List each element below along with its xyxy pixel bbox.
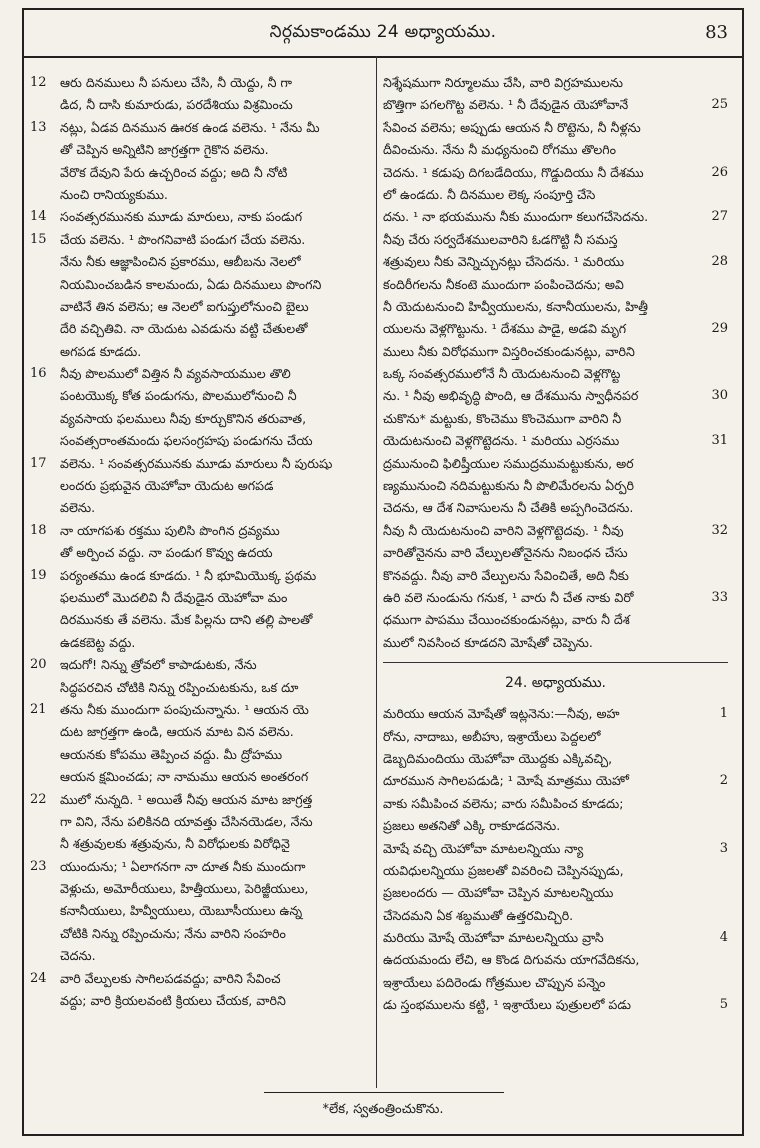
- text-line: [383, 363, 728, 385]
- line-text: వాటినే తిన వలెను; ఆ నెలలో ఐగుప్తులోనుంచి బైలు: [60, 298, 309, 314]
- verse-number: 32: [711, 522, 728, 538]
- text-line: [30, 923, 375, 945]
- text-line: [383, 520, 728, 542]
- column-divider: [376, 56, 377, 1088]
- line-text: వలెను.: [60, 500, 96, 516]
- text-line: [30, 789, 375, 811]
- text-line: [383, 703, 728, 725]
- running-header: [24, 10, 742, 58]
- left-column: [30, 72, 375, 1012]
- line-text: అగపడ కూడదు.: [60, 343, 142, 359]
- text-line: [383, 453, 728, 475]
- line-text: వారితోనైనను వారి వేల్పులతోనైనను నిబంధన చేసు: [383, 545, 628, 561]
- line-text: లందరు ప్రభువైన యెహోవా యెదుట అగపడ: [60, 478, 274, 494]
- text-line: [30, 677, 375, 699]
- text-line: [30, 856, 375, 878]
- verse-number: 21: [30, 701, 47, 717]
- line-text: యవిధులన్నియు ప్రజలతో వివరించి చెప్పినప్పుడు,: [383, 862, 624, 878]
- text-line: [30, 654, 375, 676]
- text-line: [30, 632, 375, 654]
- line-text: ఆయనకు కోపము తెప్పించ వద్దు. మీ ద్రోహము: [60, 746, 283, 762]
- line-text: నట్లు, ఏడవ దినమున ఊరక ఉండ వలెను. ¹ నేను మీ: [60, 119, 320, 135]
- text-line: [383, 632, 728, 654]
- text-line: [383, 905, 728, 927]
- verse-number: 15: [30, 231, 47, 247]
- text-line: [30, 341, 375, 363]
- text-line: [30, 542, 375, 564]
- verse-number: 30: [711, 388, 728, 404]
- text-line: [30, 900, 375, 922]
- line-text: కొనవద్దు. నీవు వారి వేల్పులను సేవించితే, అది నీకు: [383, 567, 629, 583]
- text-line: [30, 117, 375, 139]
- line-text: నీ యెదుటనుంచి హివ్వీయులను, కనానీయులను, హిత్తీ: [383, 298, 648, 314]
- line-text: చేసెదమని ఏక శబ్దముతో ఉత్తరమిచ్చిరి.: [383, 907, 574, 923]
- text-line: [30, 811, 375, 833]
- verse-number: 28: [711, 254, 728, 270]
- line-text: గా విని, నేను పలికినది యావత్తు చేసినయెడల, నేను: [60, 813, 313, 829]
- text-line: [30, 833, 375, 855]
- line-text: పంటయొక్క కోత పండుగను, పొలములోనుంచి నీ: [60, 388, 297, 404]
- line-text: నీవు చేరు సర్వదేశములవారిని ఓడగొట్టి నీ సమస్త: [383, 231, 618, 247]
- line-text: మోషే వచ్చి యెహోవా మాటలన్నియు న్యా: [383, 840, 584, 856]
- text-line: [30, 497, 375, 519]
- text-line: [383, 860, 728, 882]
- text-line: [30, 878, 375, 900]
- text-line: [383, 162, 728, 184]
- verse-number: 33: [711, 589, 728, 605]
- line-text: వారి వేల్పులకు సాగిలపడవద్దు; వారిని సేవించ: [60, 970, 281, 986]
- text-line: [383, 882, 728, 904]
- line-text: పర్యంతము ఉండ కూడదు. ¹ నీ భూమియొక్క ప్రథమ: [60, 567, 317, 583]
- line-text: ఉదయమందు లేచి, ఆ కొండ దిగువను యాగవేదికను,: [383, 952, 640, 968]
- verse-number: 12: [30, 75, 47, 90]
- line-text: ప్రజలు అతనితో ఎక్కి రాకూడదనెను.: [383, 818, 561, 834]
- line-text: నీవు నీ యెదుటనుంచి వారిని వెళ్లగొట్టెదవు. ¹ నీవు: [383, 522, 624, 538]
- text-line: [30, 139, 375, 161]
- text-line: [383, 94, 728, 116]
- page-title: నిర్గమకాండము 24 అధ్యాయము.: [269, 22, 497, 42]
- text-line: [383, 408, 728, 430]
- text-line: [30, 72, 375, 94]
- line-text: నీవు పొలములో విత్తిన నీ వ్యవసాయముల తొలి: [60, 366, 291, 382]
- line-text: నీ శత్రువులకు శత్రువును, నీ విరోధులకు విరోధినై: [60, 836, 290, 852]
- text-line: [383, 341, 728, 363]
- text-line: [383, 565, 728, 587]
- text-line: [30, 766, 375, 788]
- line-text: డు స్తంభములను కట్టి, ¹ ఇశ్రాయేలు పుత్రులలో పడు: [383, 997, 632, 1013]
- text-line: [30, 945, 375, 967]
- line-text: దీవించును. నేను నీ మధ్యనుంచి రోగము తొలగిం: [383, 142, 617, 158]
- line-text: యులను వెళ్లగొట్టును. ¹ దేశము పాడై, అడవి మృగ: [383, 321, 627, 337]
- line-text: ములో నున్నది. ¹ అయితే నీవు ఆయన మాట జాగ్రత్త: [60, 791, 313, 807]
- text-line: [30, 721, 375, 743]
- line-text: ఇదుగో! నిన్ను త్రోవలో కాపాడుటకు, నేను: [60, 657, 257, 673]
- text-line: [30, 206, 375, 228]
- line-text: ఉరి వలె నుండును గనుక, ¹ వారు నీ చేత నాకు విరో: [383, 589, 634, 605]
- text-line: [383, 587, 728, 609]
- text-line: [30, 609, 375, 631]
- verse-number: 26: [711, 164, 728, 180]
- line-text: వలెను. ¹ సంవత్సరమునకు మూడు మారులు నీ పురుషు: [60, 455, 333, 471]
- line-text: చెదను, ఆ దేశ నివాసులను నీ చేతికి అప్పగించెదను.: [383, 500, 634, 516]
- line-text: దేరి వచ్చితివి. నా యెదుట ఎవడును వట్టి చేతులతో: [60, 321, 308, 337]
- text-line: [383, 793, 728, 815]
- verse-number: 4: [719, 930, 728, 946]
- text-line: [383, 726, 728, 748]
- text-line: [30, 229, 375, 251]
- line-text: నిశ్శేషముగా నిర్మూలము చేసి, వారి విగ్రహములను: [383, 75, 623, 90]
- line-text: చెదను. ¹ కడుపు దిగబడేదియు, గొడ్డుదియు నీ దేశము: [383, 164, 644, 180]
- line-text: సిద్ధపరచిన చోటికి నిన్ను రప్పించుటకును, ఒక దూ: [60, 679, 299, 695]
- line-text: ధముగా పాపము చేయించకుండునట్లు, వారు నీ దేశ: [383, 612, 630, 628]
- verse-number: 22: [30, 791, 47, 807]
- text-line: [30, 385, 375, 407]
- text-line: [383, 385, 728, 407]
- text-line: [383, 184, 728, 206]
- line-text: వాకు సమీపించ వలెను; వారు సమీపించ కూడదు;: [383, 795, 624, 811]
- text-line: [30, 318, 375, 340]
- text-line: [30, 744, 375, 766]
- text-line: [383, 475, 728, 497]
- line-text: వ్యవసాయ ఫలములు నీవు కూర్చుకొనిన తరువాత,: [60, 410, 307, 426]
- verse-number: 14: [30, 209, 47, 225]
- verse-number: 1: [719, 706, 728, 722]
- line-text: ద్రమునుంచి ఫిలిష్తీయుల సముద్రముమట్టుకును, అర: [383, 455, 634, 471]
- line-text: ఆయన క్షమించడు; నా నామము ఆయన అంతరంగ: [60, 769, 309, 785]
- line-text: ములో నివసించ కూడదని మోషేతో చెప్పెను.: [383, 634, 593, 650]
- line-text: చేయ వలెను. ¹ పొంగనివాటి పండుగ చేయ వలెను.: [60, 231, 306, 247]
- line-text: నా యాగపశు రక్తము పులిసి పొంగిన ద్రవ్యము: [60, 522, 280, 538]
- page-number: 83: [705, 22, 728, 43]
- verse-number: 29: [711, 321, 728, 337]
- text-line: [383, 296, 728, 318]
- line-text: దిరమునకు తే వలెను. మేక పిల్లను దాని తల్లి పాలతో: [60, 612, 313, 628]
- line-text: సేవించ వలెను; అప్పుడు ఆయన నీ రొట్టెను, నీ నీళ్లను: [383, 119, 641, 135]
- text-line: [383, 274, 728, 296]
- line-text: లో ఉండదు. నీ దినముల లెక్క సంపూర్తి చేసె: [383, 186, 596, 202]
- verse-number: 3: [719, 840, 728, 856]
- verse-number: 31: [711, 433, 728, 449]
- text-line: [30, 430, 375, 452]
- line-text: వెళ్లుచు, అమోరీయులు, హిత్తీయులు, పెరిజ్జీయులు,: [60, 881, 309, 897]
- line-text: యుందును; ¹ ఏలాగనగా నా దూత నీకు ముందుగా: [60, 858, 306, 874]
- line-text: దను. ¹ నా భయమును నీకు ముందుగా కలుగచేసెదను.: [383, 209, 649, 225]
- line-text: యెదుటనుంచి వెళ్లగొట్టెదను. ¹ మరియు ఎర్రసము: [383, 433, 620, 449]
- line-text: సంవత్సరాంతమందు ఫలసంగ్రహపు పండుగను చేయ: [60, 433, 313, 449]
- line-text: ప్రజలందరు — యెహోవా చెప్పిన మాటలన్నియు: [383, 885, 614, 901]
- text-line: [30, 990, 375, 1012]
- text-line: [383, 430, 728, 452]
- line-text: ణ్యమునుంచి నదిమట్టుకును నీ పొలిమేరలను ఏర్పరి: [383, 478, 634, 494]
- verse-number: 16: [30, 366, 47, 382]
- line-text: చోటికి నిన్ను రప్పించును; నేను వారిని సంహరిం: [60, 925, 286, 941]
- line-text: రోను, నాదాబు, అబీహు, ఇశ్రాయేలు పెద్దలలో: [383, 728, 601, 744]
- verse-number: 27: [711, 209, 728, 225]
- line-text: ఉడకబెట్ట వద్దు.: [60, 634, 136, 650]
- text-line: [30, 184, 375, 206]
- line-text: డిద, నీ దాసి కుమారుడు, పరదేశియు విశ్రమించు: [60, 97, 293, 113]
- verse-number: 25: [711, 97, 728, 113]
- text-line: [30, 520, 375, 542]
- verse-number: 19: [30, 567, 47, 583]
- line-text: తో అర్పించ వద్దు. నా పండుగ కొవ్వు ఉదయ: [60, 545, 273, 561]
- line-text: దుట జాగ్రత్తగా ఉండి, ఆయన మాట విన వలెను.: [60, 724, 294, 740]
- line-text: సంవత్సరమునకు మూడు మారులు, నాకు పండుగ: [60, 209, 303, 225]
- text-line: [30, 274, 375, 296]
- text-line: [30, 296, 375, 318]
- verse-number: 24: [30, 970, 47, 986]
- line-text: ఆరు దినములు నీ పనులు చేసి, నీ యెద్దు, నీ గా: [60, 75, 293, 90]
- line-text: వద్దు; వారి క్రియలవంటి క్రియలు చేయక, వారిని: [60, 993, 286, 1009]
- text-line: [30, 475, 375, 497]
- text-line: [383, 318, 728, 340]
- line-text: శత్రువులు నీకు వెన్నిచ్చునట్లు చేసెదను. ¹ మరియు: [383, 254, 625, 270]
- line-text: కనానీయులు, హివ్వీయులు, యెబూసీయులు ఉన్న: [60, 903, 303, 919]
- verse-number: 20: [30, 657, 47, 673]
- right-column-bottom: [383, 703, 728, 1016]
- text-line: [383, 117, 728, 139]
- line-text: బొత్తిగా పగలగొట్ట వలెను. ¹ నీ దేవుడైన యెహోవానే: [383, 97, 629, 113]
- line-text: ను. ¹ నీవు అభివృద్ధి పొంది, ఆ దేశమును స్వాధీనపర: [383, 388, 639, 404]
- text-line: [383, 770, 728, 792]
- line-text: వేరొక దేవుని పేరు ఉచ్చరించ వద్దు; అది నీ నోటి: [60, 164, 288, 180]
- text-line: [30, 94, 375, 116]
- text-line: [383, 972, 728, 994]
- text-line: [383, 251, 728, 273]
- text-line: [30, 565, 375, 587]
- line-text: మరియు మోషే యెహోవా మాటలన్నియు వ్రాసి: [383, 930, 604, 946]
- line-text: కందిరీగలను నీకంటె ముందుగా పంపించెదను; అవి: [383, 276, 624, 292]
- text-line: [383, 497, 728, 519]
- line-text: చెదను.: [60, 948, 96, 964]
- text-line: [383, 815, 728, 837]
- text-line: [383, 609, 728, 631]
- verse-number: 17: [30, 455, 47, 471]
- chapter-heading: 24. అధ్యాయము.: [383, 662, 728, 703]
- verse-number: 23: [30, 858, 47, 874]
- line-text: డెబ్బదిమందియు యెహోవా యొద్దకు ఎక్కివచ్చి,: [383, 750, 613, 766]
- line-text: నియమించబడిన కాలమందు, ఏడు దినములు పొంగని: [60, 276, 322, 292]
- text-line: [383, 748, 728, 770]
- verse-number: 5: [719, 997, 728, 1013]
- line-text: మరియు ఆయన మోషేతో ఇట్లనెను:—నీవు, అహ: [383, 706, 620, 722]
- text-line: [30, 699, 375, 721]
- text-line: [30, 162, 375, 184]
- line-text: ములు నీకు విరోధముగా విస్తరించకుండునట్లు, వారిని: [383, 343, 635, 359]
- line-text: ఫలములో మొదలివి నీ దేవుడైన యెహోవా మం: [60, 589, 288, 605]
- line-text: ఒక్క సంవత్సరములోనే నీ యెదుటనుంచి వెళ్లగొట్ట: [383, 366, 621, 382]
- text-line: [30, 363, 375, 385]
- verse-number: 2: [719, 773, 728, 789]
- text-line: [30, 251, 375, 273]
- line-text: నేను నీకు ఆజ్ఞాపించిన ప్రకారము, ఆబీబను నెలలో: [60, 254, 301, 270]
- line-text: నుంచి రానియ్యకుము.: [60, 186, 168, 202]
- text-line: [30, 587, 375, 609]
- verse-number: 13: [30, 119, 47, 135]
- text-line: [383, 139, 728, 161]
- text-line: [30, 453, 375, 475]
- line-text: ఇశ్రాయేలు పదిరెండు గోత్రముల చొప్పున పన్నెం: [383, 974, 606, 990]
- line-text: దూరమున సాగిలపడుడి; ¹ మోషే మాత్రము యెహో: [383, 773, 629, 789]
- footnote: *లేక, స్వతంత్రించుకొను.: [322, 1102, 444, 1117]
- text-line: [383, 994, 728, 1016]
- text-line: [383, 72, 728, 94]
- text-line: [383, 542, 728, 564]
- text-line: [383, 206, 728, 228]
- book-page: [22, 8, 744, 1136]
- line-text: చుకొను* మట్టుకు, కొంచెము కొంచెముగా వారిని నీ: [383, 410, 622, 426]
- footnote-rule: [264, 1092, 504, 1093]
- text-line: [30, 408, 375, 430]
- line-text: తో చెప్పిన అన్నిటిని జాగ్రత్తగా గైకొన వలెను.: [60, 142, 269, 158]
- right-column: [383, 72, 728, 1017]
- right-column-top: [383, 72, 728, 654]
- text-line: [383, 838, 728, 860]
- line-text: తను నీకు ముందుగా పంపుచున్నాను. ¹ ఆయన యె: [60, 701, 309, 717]
- text-line: [30, 968, 375, 990]
- text-line: [383, 949, 728, 971]
- text-line: [383, 927, 728, 949]
- text-line: [383, 229, 728, 251]
- verse-number: 18: [30, 522, 47, 538]
